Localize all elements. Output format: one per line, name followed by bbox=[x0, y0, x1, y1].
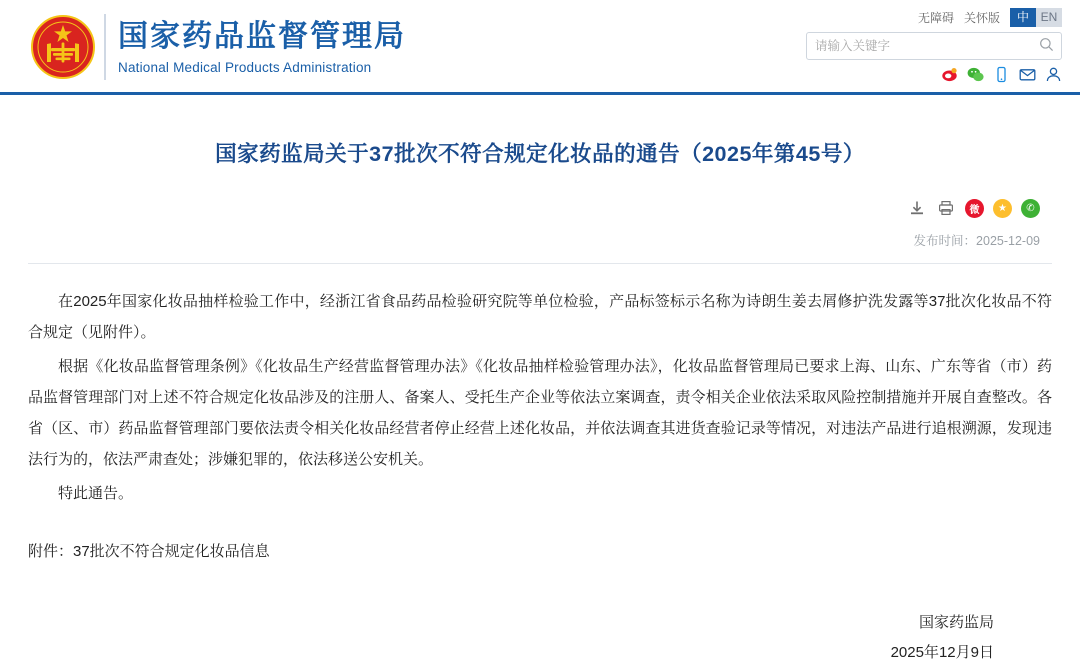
org-name-en: National Medical Products Administration bbox=[118, 60, 372, 75]
search-input[interactable] bbox=[807, 33, 1031, 59]
search-button[interactable] bbox=[1031, 33, 1061, 59]
wechat-share-icon[interactable]: ✆ bbox=[1021, 199, 1040, 218]
org-identity bbox=[118, 18, 406, 78]
paragraph-1: 在2025年国家化妆品抽样检验工作中，经浙江省食品药品检验研究院等单位检验，产品标签标示名称为诗朗生姜去屑修护洗发露等37批次化妆品不符合规定（见附件）。 bbox=[28, 293, 1052, 341]
search-box[interactable] bbox=[806, 32, 1062, 60]
national-emblem-icon bbox=[30, 14, 96, 80]
paragraph-2: 根据《化妆品监督管理条例》《化妆品生产经营监督管理办法》《化妆品抽样检验管理办法》，化妆品监督管理局已要求上海、山东、广东等省（市）药品监督管理部门对上述不符合规定化妆品涉及的注册人、备案人、受托生产企业等依法立案调查，责令相关企业依法采取风险控制措施并开展自查整改。各省（区、市）药品监督管理部门要依法责令相关化妆品经营者停止经营上述化妆品，并依法调查其进货查验记录等情况，对违法产品进行追根溯源，发现违法行为的，依法严肃查处；涉嫌犯罪的，依法移送公安机关。 bbox=[28, 358, 1052, 468]
attachment-link[interactable]: 附件：37批次不符合规定化妆品信息 bbox=[28, 543, 270, 560]
qzone-share-icon[interactable]: ★ bbox=[993, 199, 1012, 218]
language-cn-button[interactable]: 中 bbox=[1010, 8, 1036, 27]
page-title: 国家药监局关于37批次不符合规定化妆品的通告（2025年第45号） bbox=[215, 142, 865, 166]
article-signoff bbox=[0, 566, 1080, 668]
article-page bbox=[0, 95, 1080, 668]
article-body bbox=[0, 264, 1080, 509]
site-header bbox=[0, 0, 1080, 95]
signature-org: 国家药监局 bbox=[918, 614, 994, 631]
search-icon bbox=[1039, 37, 1054, 55]
header-top-links bbox=[918, 8, 1062, 27]
user-icon[interactable] bbox=[1045, 66, 1062, 83]
header-divider bbox=[104, 14, 106, 80]
paragraph-3: 特此通告。 bbox=[58, 485, 134, 502]
mail-icon[interactable] bbox=[1019, 66, 1036, 83]
accessibility-link[interactable]: 无障碍 bbox=[917, 11, 954, 25]
weibo-icon[interactable] bbox=[941, 66, 958, 83]
senior-version-link[interactable]: 关怀版 bbox=[963, 11, 1000, 25]
download-icon[interactable] bbox=[907, 198, 927, 218]
language-en-button[interactable]: EN bbox=[1036, 8, 1062, 27]
mobile-icon[interactable] bbox=[993, 66, 1010, 83]
attachment-section bbox=[0, 512, 1080, 566]
signature-date: 2025年12月9日 bbox=[890, 644, 994, 661]
publish-time-value: 2025-12-09 bbox=[976, 234, 1040, 248]
publish-time bbox=[40, 231, 1040, 249]
language-switch[interactable] bbox=[1010, 8, 1062, 27]
publish-time-label: 发布时间： bbox=[913, 234, 977, 248]
weibo-share-icon[interactable]: 微 bbox=[965, 199, 984, 218]
article-toolbar bbox=[40, 197, 1040, 219]
org-name-cn: 国家药品监督管理局 bbox=[118, 20, 406, 53]
print-icon[interactable] bbox=[936, 198, 956, 218]
header-social-icons bbox=[941, 66, 1062, 83]
wechat-icon[interactable] bbox=[967, 66, 984, 83]
